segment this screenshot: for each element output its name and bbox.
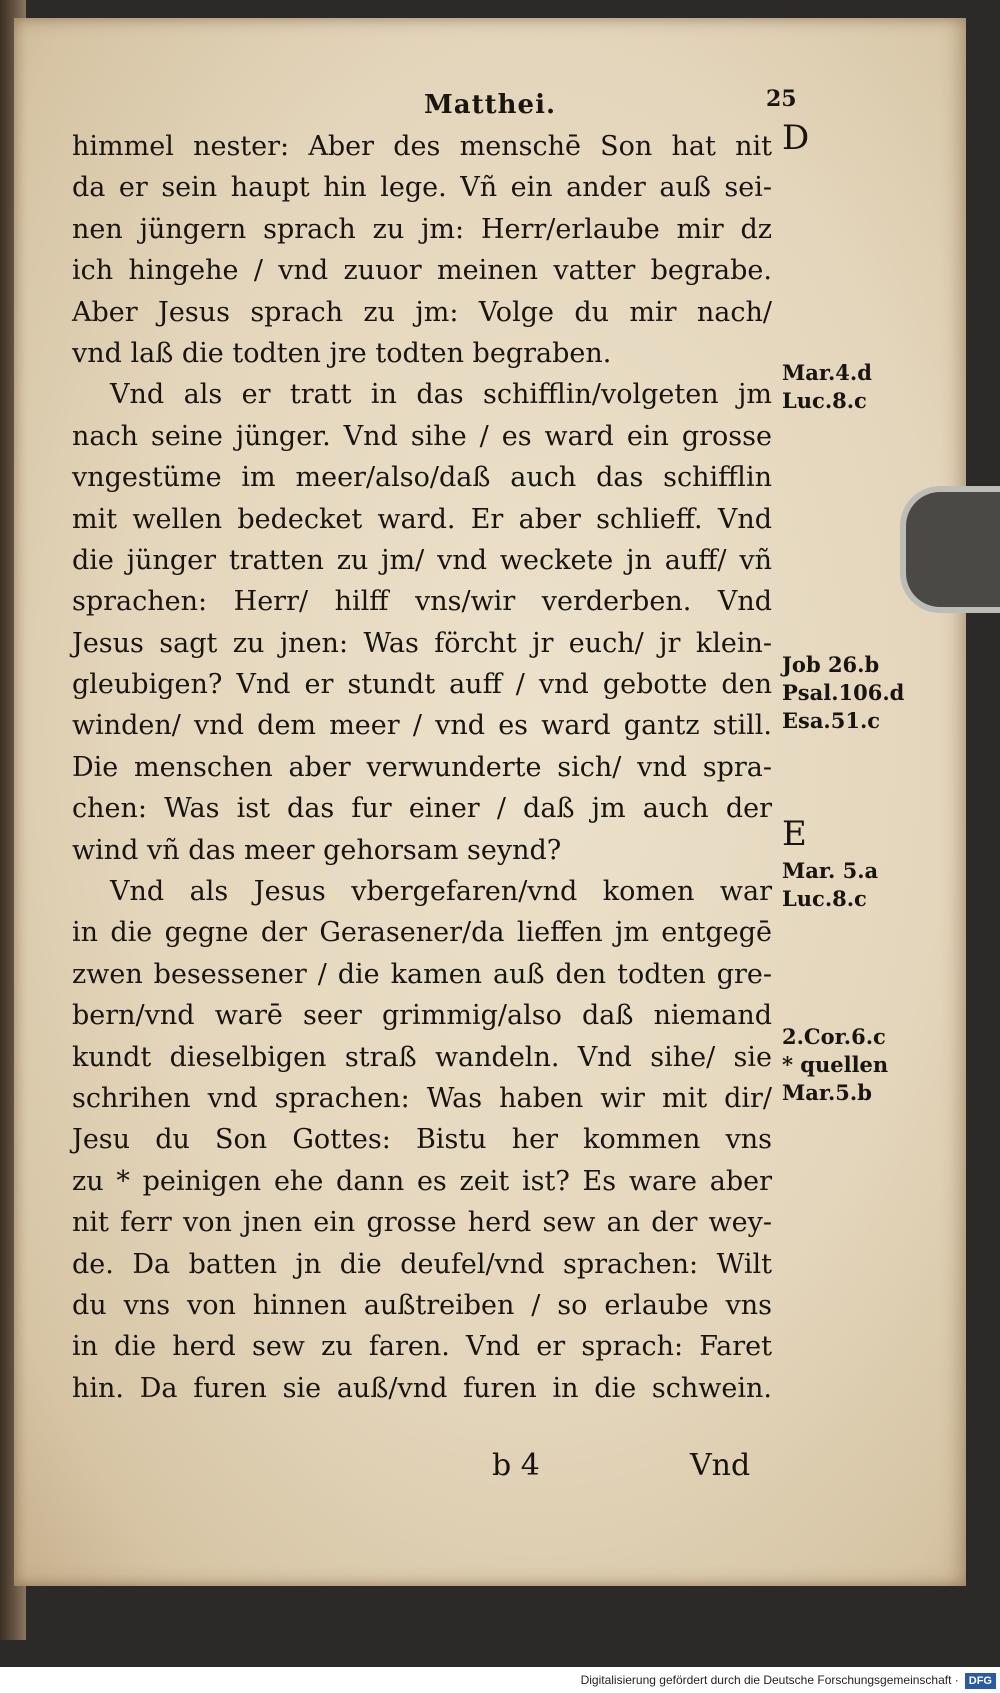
text-line: du vns von hinnen außtreiben / so erlaube vns xyxy=(72,1289,772,1321)
text-line: vngestüme im meer/also/daß auch das schifflin xyxy=(72,462,772,494)
text-line: zu * peinigen ehe dann es zeit ist? Es ware aber xyxy=(72,1165,772,1197)
text-line: in die herd sew zu faren. Vnd er sprach: Faret xyxy=(72,1331,772,1363)
text-line: chen: Was ist das fur einer / daß jm auch der xyxy=(72,793,772,825)
body-text xyxy=(72,126,772,1409)
catchword: Vnd xyxy=(690,1448,751,1483)
text-line: bern/vnd warē seer grimmig/also daß niemand xyxy=(72,1000,772,1032)
text-line: ich hingehe / vnd zuuor meinen vatter begrabe. xyxy=(72,255,772,287)
margin-reference: Mar. 5.a xyxy=(782,858,879,883)
text-line: Vnd als er tratt in das schifflin/volgeten jm xyxy=(110,379,772,411)
text-line: nit ferr von jnen ein grosse herd sew an der wey- xyxy=(72,1207,772,1239)
margin-reference: Luc.8.c xyxy=(782,886,867,911)
section-letter: E xyxy=(782,814,807,854)
text-line: wind vñ das meer gehorsam seynd? xyxy=(72,834,562,866)
text-line: gleubigen? Vnd er stundt auff / vnd gebotte den xyxy=(72,669,772,701)
text-line: kundt dieselbigen straß wandeln. Vnd sihe/ sie xyxy=(72,1041,772,1073)
folio-number: 25 xyxy=(766,86,797,112)
text-line: schrihen vnd sprachen: Was haben wir mit dir/ xyxy=(72,1082,772,1114)
book-clasp xyxy=(900,486,1000,613)
text-line: die jünger tratten zu jm/ vnd weckete jn auff/ vñ xyxy=(72,544,772,576)
margin-reference: Job 26.b xyxy=(782,652,880,677)
text-line: da er sein haupt hin lege. Vñ ein ander auß sei- xyxy=(72,172,772,204)
footer-credit: Digitalisierung gefördert durch die Deutsche Forschungsgemeinschaft · xyxy=(580,1673,959,1687)
text-line: nach seine jünger. Vnd sihe / es ward ein grosse xyxy=(72,420,772,452)
margin-reference: Esa.51.c xyxy=(782,708,881,733)
text-line: de. Da batten jn die deufel/vnd sprachen: Wilt xyxy=(72,1248,772,1280)
text-line: Jesu du Son Gottes: Bistu her kommen vns xyxy=(72,1124,772,1156)
margin-gloss: * quellen xyxy=(782,1052,889,1077)
margin-reference: 2.Cor.6.c xyxy=(782,1024,886,1049)
signature-mark: b 4 xyxy=(492,1448,540,1483)
text-line: winden/ vnd dem meer / vnd es ward gantz still. xyxy=(72,710,772,742)
margin-reference: Luc.8.c xyxy=(782,388,867,413)
text-line: in die gegne der Gerasener/da lieffen jm entgegē xyxy=(72,917,772,949)
text-line: zwen besessener / die kamen auß den todten gre- xyxy=(72,958,772,990)
running-head: Matthei. xyxy=(423,90,557,120)
text-line: nen jüngern sprach zu jm: Herr/erlaube mir dz xyxy=(72,213,772,245)
text-line: Aber Jesus sprach zu jm: Volge du mir nach/ xyxy=(72,296,772,328)
text-line: mit wellen bedecket ward. Er aber schlieff. Vnd xyxy=(72,503,772,535)
text-line: Jesus sagt zu jnen: Was förcht jr euch/ jr klein- xyxy=(72,627,772,659)
dfg-logo: DFG xyxy=(965,1673,996,1689)
text-line: Die menschen aber verwunderte sich/ vnd spra- xyxy=(72,751,772,783)
text-line: himmel nester: Aber des menschē Son hat nit xyxy=(72,131,772,162)
digitization-footer xyxy=(0,1667,1000,1693)
margin-reference: Psal.106.d xyxy=(782,680,905,705)
text-line: Vnd als Jesus vbergefaren/vnd komen war xyxy=(110,876,772,908)
margin-reference: Mar.4.d xyxy=(782,360,872,385)
text-line: hin. Da furen sie auß/vnd furen in die schwein. xyxy=(72,1372,772,1404)
book-page xyxy=(14,18,966,1586)
section-letter: D xyxy=(782,118,810,158)
text-line: vnd laß die todten jre todten begraben. xyxy=(72,337,612,369)
margin-reference: Mar.5.b xyxy=(782,1080,872,1105)
text-line: sprachen: Herr/ hilff vns/wir verderben. Vnd xyxy=(72,586,772,618)
